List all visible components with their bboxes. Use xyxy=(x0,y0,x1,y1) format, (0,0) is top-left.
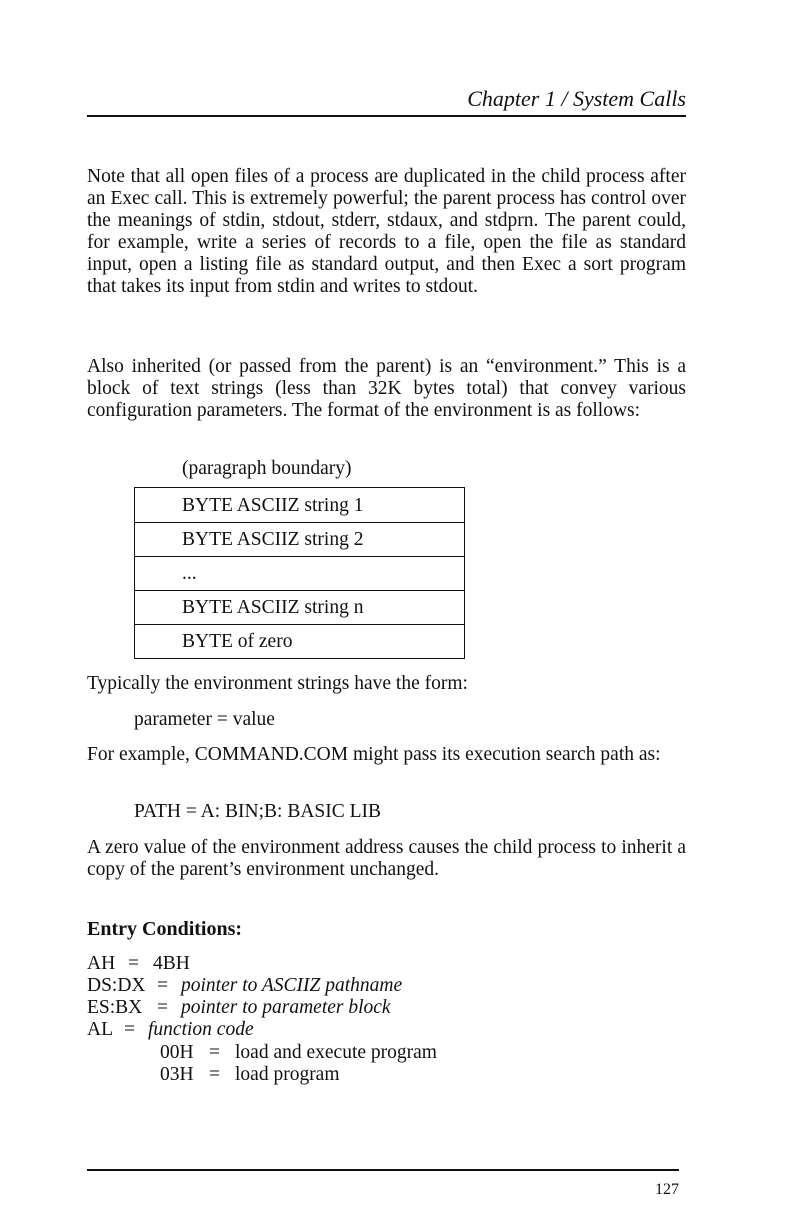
register-row xyxy=(87,997,391,1019)
register-equals: = xyxy=(157,997,168,1018)
register-row xyxy=(87,1019,254,1041)
function-code-desc: load program xyxy=(235,1064,340,1085)
register-row xyxy=(87,953,190,975)
register-equals: = xyxy=(128,953,139,974)
header-rule xyxy=(87,115,686,117)
environment-caption: (paragraph boundary) xyxy=(182,458,352,479)
register-value: 4BH xyxy=(153,953,190,974)
register-value: function code xyxy=(148,1019,254,1040)
page-number: 127 xyxy=(655,1181,679,1198)
example-path: PATH = A: BIN;B: BASIC LIB xyxy=(134,801,382,822)
environment-row-text: BYTE ASCIIZ string 2 xyxy=(135,523,465,557)
register-row xyxy=(87,975,402,997)
paragraph-zero-value: A zero value of the environment address causes the child process to inherit a copy of the parent’s environment unchanged. xyxy=(87,837,686,880)
function-code-row xyxy=(160,1064,340,1086)
register-value: pointer to parameter block xyxy=(181,997,391,1018)
environment-row xyxy=(135,625,465,659)
function-code-equals: = xyxy=(209,1064,220,1085)
register-name: DS:DX xyxy=(87,975,146,996)
environment-row-text: BYTE of zero xyxy=(135,625,465,659)
register-name: ES:BX xyxy=(87,997,143,1018)
environment-row xyxy=(135,523,465,557)
paragraph-environment: Also inherited (or passed from the parent) is an “environment.” This is a block of text strings (less than 32K bytes total) that convey various configuration parameters. The format of the environment is as follows: xyxy=(87,356,686,421)
entry-conditions-heading: Entry Conditions: xyxy=(87,918,243,940)
environment-row-text: ... xyxy=(135,557,465,591)
example-form: parameter = value xyxy=(134,709,275,730)
function-code-desc: load and execute program xyxy=(235,1042,437,1063)
register-name: AL xyxy=(87,1019,113,1040)
function-code: 00H xyxy=(160,1042,194,1063)
register-equals: = xyxy=(124,1019,135,1040)
environment-row xyxy=(135,488,465,523)
paragraph-command-example: For example, COMMAND.COM might pass its execution search path as: xyxy=(87,744,661,765)
environment-row xyxy=(135,591,465,625)
register-equals: = xyxy=(157,975,168,996)
environment-row xyxy=(135,557,465,591)
environment-block-table xyxy=(134,487,465,659)
paragraph-open-files: Note that all open files of a process are duplicated in the child process after an Exec call. This is extremely powerful; the parent process has control over the meanings of stdin, stdout, stderr, stdaux, and stdprn. The parent could, for example, write a series of records to a file, open the file as standard input, open a listing file as standard output, and then Exec a sort program that takes its input from stdin and writes to stdout. xyxy=(87,166,686,297)
function-code: 03H xyxy=(160,1064,194,1085)
function-code-row xyxy=(160,1042,437,1064)
register-name: AH xyxy=(87,953,116,974)
footer-rule xyxy=(87,1169,679,1171)
environment-row-text: BYTE ASCIIZ string 1 xyxy=(182,494,364,516)
register-value: pointer to ASCIIZ pathname xyxy=(181,975,403,996)
paragraph-typical-form: Typically the environment strings have the form: xyxy=(87,673,468,694)
environment-row-text: BYTE ASCIIZ string n xyxy=(135,591,465,625)
running-header: Chapter 1 / System Calls xyxy=(467,86,686,111)
function-code-equals: = xyxy=(209,1042,220,1063)
